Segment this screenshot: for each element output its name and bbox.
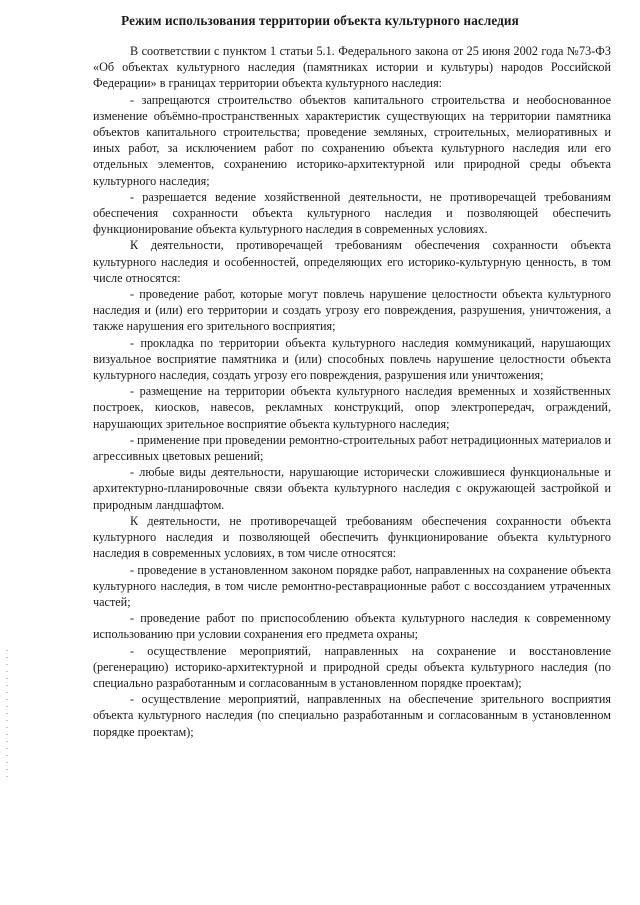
paragraph-list-item: - применение при проведении ремонтно-строительных работ нетрадиционных материалов и агрессивных цветовых решений; (93, 432, 611, 464)
paragraph-list-item: - прокладка по территории объекта культурного наследия коммуникаций, нарушающих визуальное восприятие памятника и (или) способных повлечь нарушение целостности объекта культурного наследия, создать угрозу его повреждения, разрушения или уничтожения; (93, 335, 611, 383)
paragraph-list-item: - осуществление мероприятий, направленных на сохранение и восстановление (регенерацию) историко-архитектурной и природной среды объекта культурного наследия (по специально разработанным и согласованным в установленном порядке проектам); (93, 643, 611, 690)
document-title: Режим использования территории объекта культурного наследия (121, 13, 519, 28)
paragraph-list-item: - размещение на территории объекта культурного наследия временных и хозяйственных построек, киосков, навесов, рекламных конструкций, опор электропередач, ограждений, нарушающих зрительное восприятие объекта культурного наследия; (93, 384, 611, 431)
paragraph-intro: В соответствии с пунктом 1 статьи 5.1. Федерального закона от 25 июня 2002 года №73-ФЗ «Об объектах культурного наследия (памятниках истории и культуры) народов Российской Федерации» в границах территории объекта культурного наследия: (93, 44, 611, 91)
paragraph-list-item: - проведение работ по приспособлению объекта культурного наследия к современному использованию при условии сохранения его предмета охраны; (93, 611, 611, 642)
document-body (93, 43, 611, 740)
paragraph-list-item: - любые виды деятельности, нарушающие исторически сложившиеся функциональные и архитектурно-планировочные связи объекта культурного наследия с окружающей застройкой и природным ландшафтом. (93, 465, 611, 512)
paragraph-list-item: - проведение в установленном законом порядке работ, направленных на сохранение объекта культурного наследия, в том числе ремонтно-реставрационные работ с воссозданием утраченных частей; (93, 562, 611, 609)
paragraph-allowed-heading: К деятельности, не противоречащей требованиям обеспечения сохранности объекта культурного наследия и позволяющей обеспечить функционирование объекта культурного наследия в современных условиях, в том числе относятся: (93, 513, 611, 561)
scan-edge-marks (6, 650, 8, 780)
paragraph-contrary-heading: К деятельности, противоречащей требованиям обеспечения сохранности объекта культурного наследия и особенностей, определяющих его историко-культурную ценность, в том числе относятся: (93, 238, 611, 285)
paragraph-prohibition: - запрещаются строительство объектов капитального строительства и необоснованное изменение объёмно-пространственных характеристик существующих на территории памятника объектов капитального строительства; проведение земляных, строительных, мелиоративных и иных работ, за исключением работ по сохранению объекта культурного наследия или его отдельных элементов, сохранению историко-архитектурной или природной среды объекта культурного наследия; (93, 92, 611, 188)
paragraph-permission: - разрешается ведение хозяйственной деятельности, не противоречащей требованиям обеспечения сохранности объекта культурного наследия и позволяющей обеспечить функционирование объекта культурного наследия в современных условиях. (93, 189, 611, 237)
paragraph-list-item: - проведение работ, которые могут повлечь нарушение целостности объекта культурного наследия и (или) его территории и создать угрозу его повреждения, разрушения, уничтожения, а также нарушения его зрительного восприятия; (93, 287, 611, 334)
paragraph-list-item: - осуществление мероприятий, направленных на обеспечение зрительного восприятия объекта культурного наследия (по специально разработанным и согласованным в установленном порядке проектам); (93, 692, 611, 739)
